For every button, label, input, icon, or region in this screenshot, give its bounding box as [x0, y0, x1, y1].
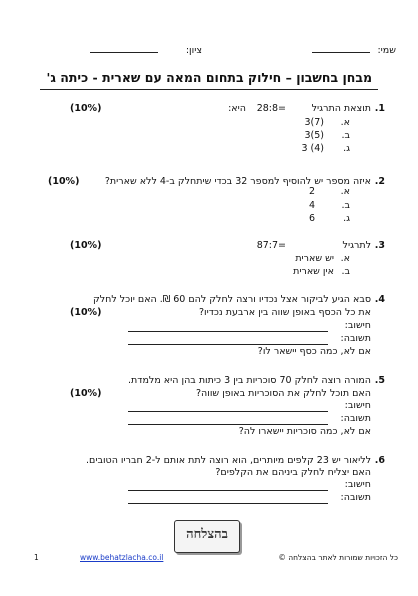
option-value: 3 (4) [301, 143, 324, 154]
question-text-line-2: את כל הכסף באופן שווה בין ארבעת נכדיו? [198, 307, 371, 318]
question-text: תוצאת התרגיל [311, 103, 371, 114]
question-text-line-2: האם יצליח לחלק ביניהם את הקלפים? [215, 467, 371, 478]
option-letter: ב. [341, 266, 350, 277]
answer-line[interactable] [128, 344, 328, 345]
option-value: 3(7) [304, 117, 324, 128]
option-value: 4 [308, 200, 315, 211]
calc-answer-line[interactable] [128, 490, 328, 491]
question-number: 6. [374, 455, 385, 466]
behatzlacha-logo [174, 520, 240, 553]
question-score: (10%) [70, 103, 102, 114]
answer-label: תשובה: [340, 413, 371, 424]
extra-question: אם לא, כמה כסף יישאר לו? [257, 346, 371, 357]
question-expression: 28:8= [256, 103, 286, 114]
footer-rights: כל הזכויות שמורות לאתר בהצלחה © [278, 553, 398, 562]
footer-link[interactable]: www.behatzlacha.co.il [80, 553, 164, 562]
calc-answer-line[interactable] [128, 411, 328, 412]
question-text-line-2: האם תוכל לחלק את הסוכריות באופן שווה? [196, 388, 371, 399]
option-letter: א. [340, 253, 350, 264]
question-text-line-1: המורה רוצה לחלק 70 סוכריות בין 3 כיתות בהן היא מלמדת. [128, 375, 371, 386]
question-expression-suffix: היא: [228, 103, 246, 114]
option-letter: ב. [341, 130, 350, 141]
question-score: (10%) [70, 388, 102, 399]
question-text-line-1: לליאור יש 23 קלפים מיותרים, הוא רוצה לתת אותם ל-2 חבריו הטובים. [86, 455, 371, 466]
extra-question: אם לא, כמה סוכריות יישארו לה? [238, 426, 371, 437]
question-expression: 87:7= [256, 240, 286, 251]
question-score: (10%) [48, 176, 80, 187]
answer-label: תשובה: [340, 333, 371, 344]
option-letter: א. [340, 117, 350, 128]
question-text: איזה מספר יש להוסיף למספר 32 בכדי שיתחלק ב-4 ללא שארית? [104, 176, 371, 187]
question-text: לתרגיל [342, 240, 371, 251]
page-title: מבחן בחשבון – חילוק בתחום המאה עם שארית - כיתה ג' [46, 70, 372, 85]
answer-line[interactable] [128, 503, 328, 504]
question-number: 1. [374, 103, 385, 114]
option-value: 2 [308, 186, 315, 197]
option-value: יש שארית [295, 253, 334, 264]
logo-text: בהצלחה [186, 527, 228, 542]
calc-label: חישוב: [344, 479, 371, 490]
question-score: (10%) [70, 240, 102, 251]
option-value: אין שארית [293, 266, 334, 277]
question-text-line-1: סבא הגיע לביקור אצל נכדיו ורצה לחלק להם 60 ₪. האם יוכל לחלק [92, 294, 371, 305]
question-number: 2. [374, 176, 385, 187]
question-score: (10%) [70, 307, 102, 318]
question-number: 5. [374, 375, 385, 386]
calc-answer-line[interactable] [128, 331, 328, 332]
question-number: 3. [374, 240, 385, 251]
option-letter: ג. [343, 213, 350, 224]
question-number: 4. [374, 294, 385, 305]
name-field-line[interactable] [312, 52, 370, 53]
answer-label: תשובה: [340, 492, 371, 503]
calc-label: חישוב: [344, 400, 371, 411]
option-letter: א. [340, 186, 350, 197]
title-underline [40, 89, 378, 90]
answer-line[interactable] [128, 424, 328, 425]
calc-label: חישוב: [344, 320, 371, 331]
option-value: 6 [308, 213, 315, 224]
name-label: שמי: [377, 45, 396, 56]
grade-label: ציון: [185, 45, 202, 56]
option-letter: ב. [341, 200, 350, 211]
option-letter: ג. [343, 143, 350, 154]
page-number: 1 [34, 553, 39, 562]
grade-field-line[interactable] [90, 52, 158, 53]
option-value: 3(5) [304, 130, 324, 141]
